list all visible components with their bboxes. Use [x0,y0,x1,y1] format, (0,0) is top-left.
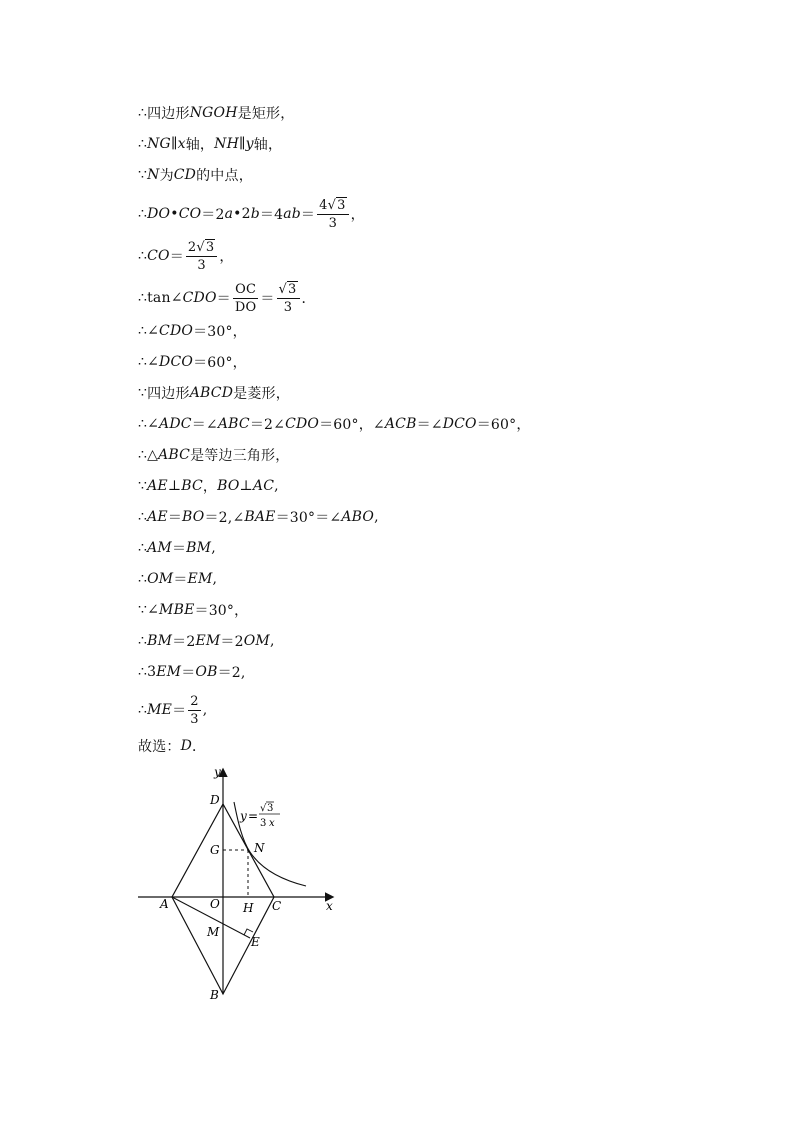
step-line-6: ∴ tan∠ CDO ＝ $\frac{OC}{DO}$ ＝ $\frac{√3}{3}$ ． [138,281,316,315]
step-line-2: ∴ NG ∥ x 轴， NH ∥ y 轴， [138,136,283,153]
curve-equation-label [239,802,280,829]
fraction-2-over-3: $\frac{2}{3}$ [190,693,199,727]
label-y-axis: y [214,765,221,779]
fraction-2-root3-over-3: $\frac{2√3}{3}$ [186,241,217,272]
step-line-11: ∴ △ ABC 是等边三角形， [138,447,290,464]
step-line-4: ∴ DO • CO ＝2 a •2 b ＝4 ab ＝ $\frac{4√3}{3}$ ， [138,197,365,231]
fraction-oc-over-do: $\frac{OC}{DO}$ [234,281,257,315]
label-point-o: O [210,897,220,911]
svg-text:=: = [248,809,259,823]
label-point-h: H [243,901,254,915]
step-line-15: ∴ OM ＝ EM , [138,571,218,588]
fraction-root3-over-3: $\frac{√3}{3}$ [277,283,300,314]
label-point-g: G [210,843,220,857]
step-line-8: ∴ ∠ DCO ＝60°， [138,354,247,371]
step-line-16: ∵ ∠ MBE ＝30°， [138,602,249,619]
svg-text:x: x [269,818,275,829]
geometry-diagram [130,762,350,1007]
step-line-1: ∴ 四边形 NGOH 是矩形， [138,105,295,122]
step-line-19: ∴ ME ＝ $\frac{2}{3}$ , [138,693,208,727]
label-point-e: E [251,935,260,949]
step-line-10: ∴ ∠ ADC ＝∠ ABC ＝2∠ CDO ＝60°，∠ ACB ＝∠ DCO ＝60°， [138,416,531,433]
svg-text:y: y [240,809,247,823]
fraction-4-root3-over-3: $\frac{4√3}{3}$ [317,199,348,230]
step-line-18: ∴ 3 EM ＝ OB ＝2, [138,664,246,681]
svg-text:3: 3 [267,803,274,814]
label-point-d: D [210,793,220,807]
svg-text:√: √ [260,803,267,814]
step-line-9: ∵ 四边形 ABCD 是菱形， [138,385,290,402]
step-line-12: ∵ AE ⊥ BC ， BO ⊥ AC , [138,478,279,495]
svg-text:3: 3 [260,818,267,829]
label-point-m: M [207,925,220,939]
label-point-n: N [254,841,265,855]
answer-line: 故选： D ． [138,738,207,755]
label-x-axis: x [326,899,333,913]
label-point-c: C [272,899,282,913]
step-line-13: ∴ AE ＝ BO ＝2,∠ BAE ＝30°＝∠ ABO , [138,509,379,526]
step-line-14: ∴ AM ＝ BM , [138,540,216,557]
label-point-a: A [160,897,169,911]
step-line-17: ∴ BM ＝2 EM ＝2 OM , [138,633,275,650]
step-line-5: ∴ CO ＝ $\frac{2√3}{3}$ ， [138,239,234,273]
step-line-3: ∵ N 为 CD 的中点， [138,167,253,184]
step-line-7: ∴ ∠ CDO ＝30°， [138,323,247,340]
label-point-b: B [210,988,219,1002]
